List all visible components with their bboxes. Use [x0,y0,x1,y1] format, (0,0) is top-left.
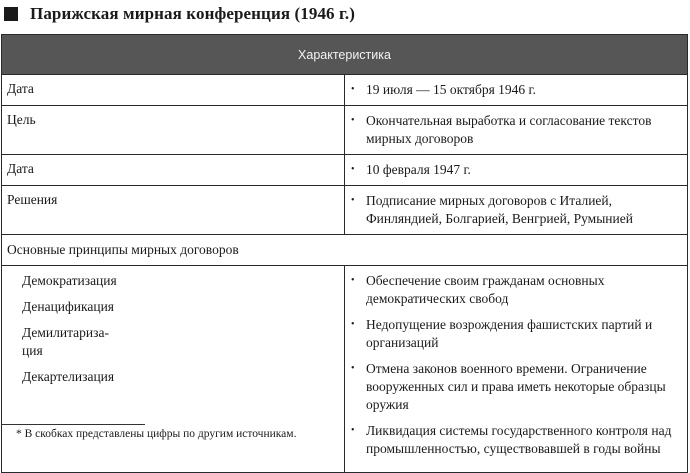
row-value: Окончательная выработка и согласование текстов мирных договоров [366,113,652,146]
row-label: Цель [2,106,345,155]
principle-values [345,266,688,473]
principle-label: Денацификация [22,299,115,314]
footnote-divider [1,424,145,425]
row-value: 10 февраля 1947 г. [366,162,471,177]
principle-label: Демократизация [22,273,117,288]
principle-label: Декартелизация [22,369,115,384]
principle-labels [2,266,345,473]
section-title: Основные принципы мирных договоров [2,235,688,266]
principle-value: Обеспечение своим гражданам основных демократических свобод [366,273,605,306]
row-value: Подписание мирных договоров с Италией, Финляндией, Болгарией, Венгрией, Румынией [366,193,633,226]
bullet-icon: • [351,425,355,436]
row-label: Дата [2,75,345,106]
table-row [2,106,688,155]
bullet-icon: • [351,275,355,286]
principle-value: Ликвидация системы государственного контроля над промышленностью, существовавшей в годы войны [366,423,672,456]
square-bullet-icon [4,7,18,21]
row-value: 19 июля — 15 октября 1946 г. [366,82,536,97]
principle-value: Недопущение возрождения фашистских партий и организаций [366,317,653,350]
bullet-icon: • [351,115,355,126]
principles-row [2,266,688,473]
principle-value: Отмена законов военного времени. Ограничение вооруженных сил и права иметь некоторые образцы оружия [366,361,666,412]
row-label: Дата [2,155,345,186]
page-title [0,2,355,26]
title-text: Парижская мирная конференция (1946 г.) [30,4,356,23]
table-row [2,75,688,106]
bullet-icon: • [351,363,355,374]
bullet-icon: • [351,84,355,95]
bullet-icon: • [351,164,355,175]
conference-table [1,34,688,473]
footnote: * В скобках представлены цифры по другим источникам. [16,428,297,440]
bullet-icon: • [351,195,355,206]
section-row [2,235,688,266]
table-row [2,186,688,235]
bullet-icon: • [351,319,355,330]
row-label: Решения [2,186,345,235]
principle-label: Демилитариза- ция [22,325,109,358]
table-header: Характеристика [2,35,688,75]
table-row [2,155,688,186]
